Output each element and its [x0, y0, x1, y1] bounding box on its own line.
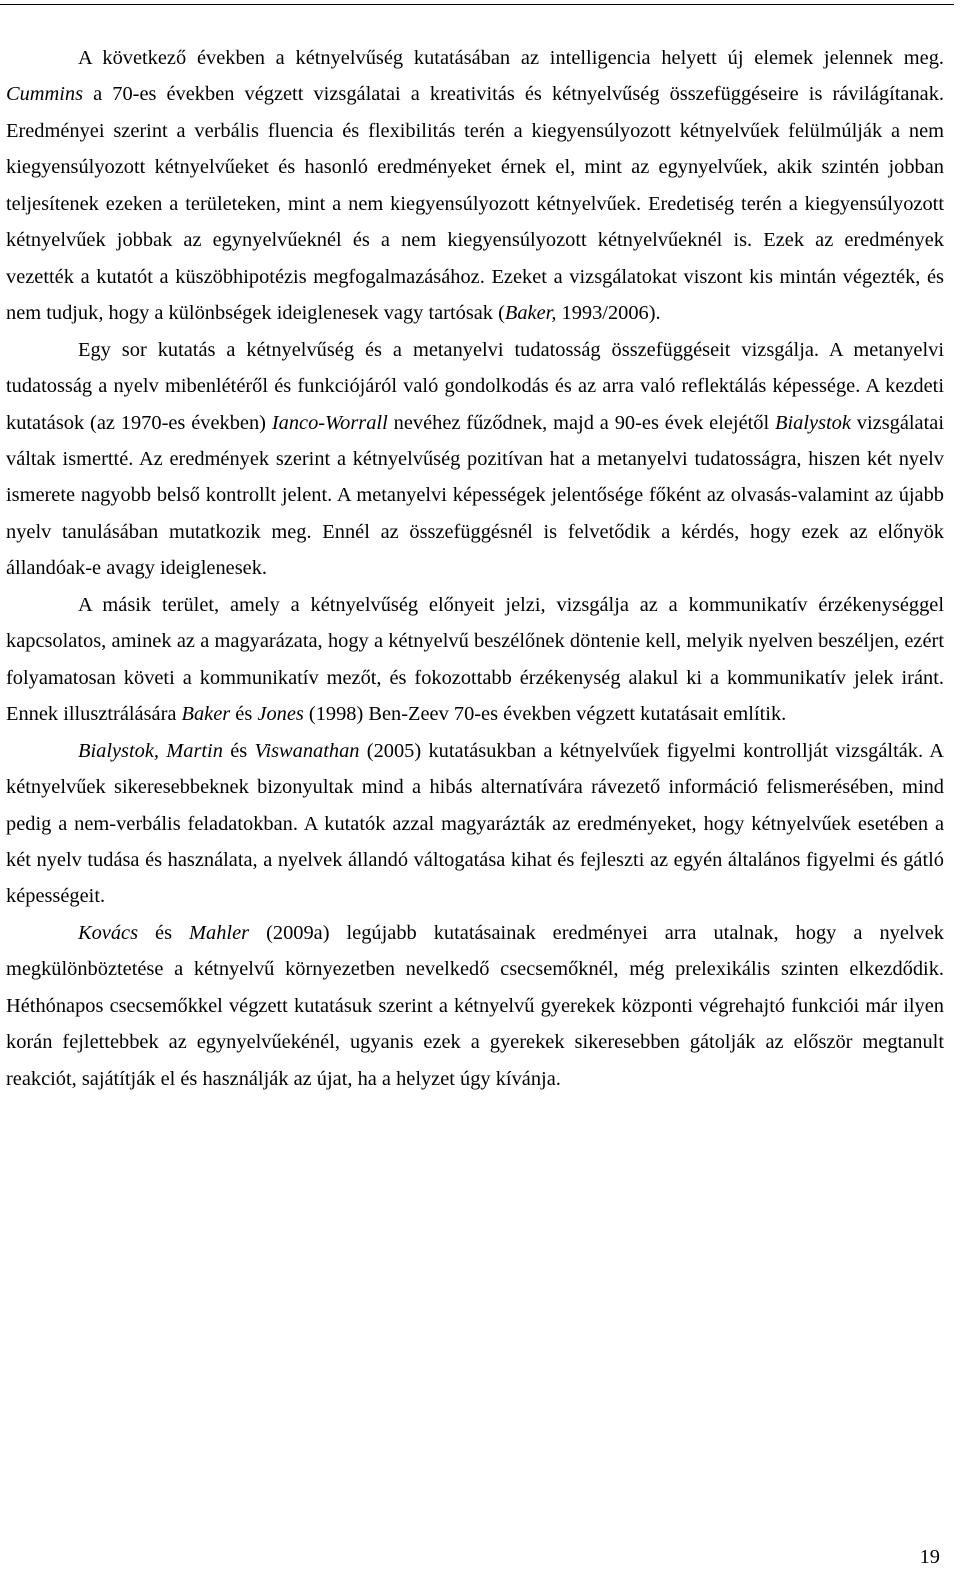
text-run: A következő években a kétnyelvűség kutatásában az intelligencia helyett új elemek jelennek meg.	[78, 47, 944, 69]
text-run: és	[230, 703, 258, 726]
italic-citation: Viswanathan	[254, 739, 360, 762]
italic-citation: Baker	[181, 703, 231, 726]
text-run: nevéhez fűződnek, majd a 90-es évek elejétől	[387, 411, 776, 434]
paragraph-infant-research	[6, 915, 944, 1097]
text-run: vizsgálatai váltak ismertté. Az eredmények szerint a kétnyelvűség pozitívan hat a metanyelvi tudatosságra, hiszen két nyelv ismerete nagyobb belső kontrollt jelent. A metanyelvi képességek jelentősége főként az olvasás-valamint az újabb nyelv tanulásában mutatkozik meg. Ennél az összefüggésnél is felvetődik a kérdés, hogy ezek az előnyök állandóak-e avagy ideiglenesek.	[6, 411, 944, 580]
paragraph-metalinguistic-awareness	[6, 332, 944, 587]
text-run: A másik terület, amely a kétnyelvűség előnyeit jelzi, vizsgálja az a kommunikatív érzékenységgel kapcsolatos, aminek az a magyarázata, hogy a kétnyelvű beszélőnek döntenie kell, melyik nyelven beszéljen, ezért folyamatosan követi a kommunikatív mezőt, és fokozottabb érzékenység alakul ki a kommunikatív jelek iránt. Ennek illusztrálására	[6, 593, 944, 726]
text-run: a 70-es években végzett vizsgálatai a kreativitás és kétnyelvűség összefüggéseire is rávilágítanak. Eredményei szerint a verbális fluencia és flexibilitás terén a kiegyensúlyozott kétnyelvűek felülmúlják a nem kiegyensúlyozott kétnyelvűeket és hasonló eredményeket érnek el, mint az egynyelvűek, akik szintén jobban teljesítenek ezeken a területeken, mint a nem kiegyensúlyozott kétnyelvűek. Eredetiség terén a kiegyensúlyozott kétnyelvűek jobbak az egynyelvűeknél és a nem kiegyensúlyozott kétnyelvűeknél is. Ezek az eredmények vezették a kutatót a küszöbhipotézis megfogalmazásához. Ezeket a vizsgálatokat viszont kis mintán végezték, és nem tudjuk, hogy a különbségek ideiglenesek vagy tartósak (	[6, 83, 944, 325]
paragraph-attention-control	[6, 733, 944, 915]
page-number: 19	[919, 1546, 940, 1568]
paragraph-communicative-sensitivity	[6, 587, 944, 733]
italic-citation: Cummins	[6, 83, 84, 106]
italic-citation: Kovács	[78, 921, 139, 944]
text-run: Egy sor kutatás a kétnyelvűség és a metanyelvi tudatosság összefüggéseit vizsgálja. A metanyelvi tudatosság a nyelv mibenlétéről és funkciójáról való gondolkodás és az arra való reflektálás képessége. A kezdeti kutatások (az 1970-es években)	[6, 338, 944, 434]
text-run: és	[222, 739, 255, 762]
text-run: 1993/2006).	[556, 302, 661, 325]
text-run: és	[138, 921, 190, 944]
italic-citation: Bialystok	[775, 411, 851, 434]
paragraph-cummins-creativity	[6, 40, 944, 332]
text-run: (1998) Ben-Zeev 70-es években végzett kutatásait említik.	[303, 703, 787, 726]
italic-citation: Baker,	[504, 302, 557, 325]
italic-citation: Mahler	[189, 921, 250, 944]
text-run: (2009a) legújabb kutatásainak eredményei arra utalnak, hogy a nyelvek megkülönböztetése a kétnyelvű környezetben nevelkedő csecsemőknél, még prelexikális szinten elkezdődik. Héthónapos csecsemőkkel végzett kutatásuk szerint a kétnyelvű gyerekek központi végrehajtó funkciói már ilyen korán fejlettebbek az egynyelvűekénél, ugyanis ezek a gyerekek sikeresebben gátolják az először megtanult reakciót, sajátítják el és használják az újat, ha a helyzet úgy kívánja.	[6, 921, 944, 1090]
italic-citation: Ianco-Worrall	[271, 411, 388, 434]
italic-citation: Bialystok, Martin	[78, 739, 223, 762]
text-run: (2005) kutatásukban a kétnyelvűek figyelmi kontrollját vizsgálták. A kétnyelvűek sikeresebbeknek bizonyultak mind a hibás alternatívára rávezető információ felismerésében, mind pedig a nem-verbális feladatokban. A kutatók azzal magyarázták az eredményeket, hogy kétnyelvűek esetében a két nyelv tudása és használata, a nyelvek állandó váltogatása kihat és fejleszti az egyén általános figyelmi és gátló képességeit.	[6, 739, 944, 908]
header-rule	[0, 4, 954, 5]
italic-citation: Jones	[257, 703, 304, 726]
document-body	[6, 40, 944, 1097]
